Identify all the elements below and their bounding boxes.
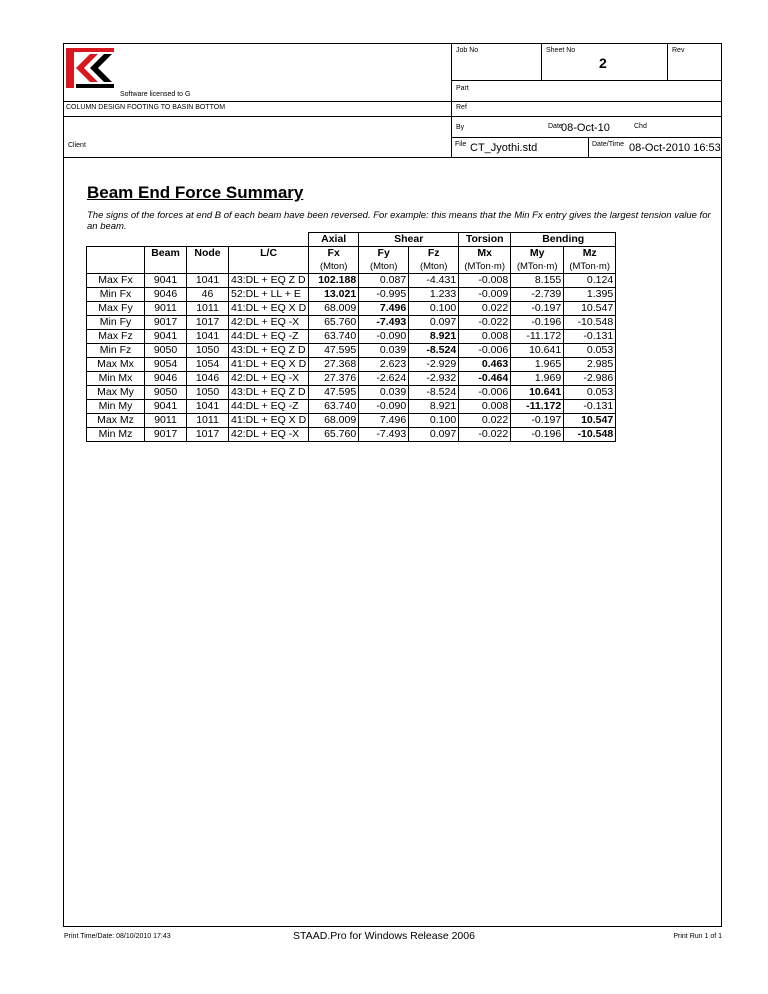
mz-cell: -0.131 [564, 330, 616, 344]
fz-cell: 0.097 [409, 316, 459, 330]
fx-cell: 13.021 [309, 288, 359, 302]
beam-cell: 9050 [145, 386, 187, 400]
my-cell: -11.172 [511, 330, 564, 344]
date-label: Date [548, 123, 563, 130]
node-cell: 1041 [187, 330, 229, 344]
fx-cell: 63.740 [309, 330, 359, 344]
node-cell: 46 [187, 288, 229, 302]
mz-cell: 0.053 [564, 344, 616, 358]
my-cell: -0.197 [511, 302, 564, 316]
fx-cell: 68.009 [309, 302, 359, 316]
node-cell: 1054 [187, 358, 229, 372]
unit-mx: (MTon·m) [459, 260, 511, 274]
ref-label: Ref [456, 104, 467, 111]
chd-label: Chd [634, 123, 647, 130]
fz-cell: 0.097 [409, 428, 459, 442]
row-label: Max Fy [87, 302, 145, 316]
header-divider [63, 101, 722, 102]
mx-cell: 0.022 [459, 414, 511, 428]
client-label: Client [68, 142, 86, 149]
part-label: Part [456, 85, 469, 92]
group-header-shear: Shear [359, 233, 459, 247]
logo-black-bar [76, 84, 114, 88]
print-time: Print Time/Date: 08/10/2010 17:43 [64, 933, 171, 940]
fy-cell: 0.039 [359, 386, 409, 400]
date-value: 08-Oct-10 [561, 122, 610, 134]
mz-cell: -2.986 [564, 372, 616, 386]
load-case-cell: 41:DL + EQ X D [229, 302, 309, 316]
column-header-node: Node [187, 247, 229, 261]
empty-cell [187, 233, 229, 247]
mz-cell: 1.395 [564, 288, 616, 302]
row-label: Max My [87, 386, 145, 400]
header-divider [667, 43, 668, 80]
my-cell: -2.739 [511, 288, 564, 302]
my-cell: 10.641 [511, 344, 564, 358]
beam-cell: 9041 [145, 400, 187, 414]
datetime-label: Date/Time [592, 141, 625, 148]
fz-cell: 0.100 [409, 302, 459, 316]
by-label: By [456, 124, 465, 131]
my-cell: 1.969 [511, 372, 564, 386]
unit-my: (MTon·m) [511, 260, 564, 274]
my-cell: -11.172 [511, 400, 564, 414]
node-cell: 1011 [187, 414, 229, 428]
column-header-beam: Beam [145, 247, 187, 261]
node-cell: 1017 [187, 428, 229, 442]
my-cell: 1.965 [511, 358, 564, 372]
node-cell: 1050 [187, 386, 229, 400]
mx-cell: -0.022 [459, 428, 511, 442]
fx-cell: 27.368 [309, 358, 359, 372]
row-label: Min Mz [87, 428, 145, 442]
fz-cell: 0.100 [409, 414, 459, 428]
beam-cell: 9054 [145, 358, 187, 372]
my-cell: -0.196 [511, 428, 564, 442]
fx-cell: 68.009 [309, 414, 359, 428]
node-cell: 1041 [187, 400, 229, 414]
fx-cell: 47.595 [309, 344, 359, 358]
load-case-cell: 42:DL + EQ -X [229, 372, 309, 386]
mx-cell: -0.006 [459, 386, 511, 400]
fz-cell: 8.921 [409, 400, 459, 414]
mz-cell: 10.547 [564, 302, 616, 316]
file-label: File [455, 141, 467, 148]
mz-cell: -10.548 [564, 428, 616, 442]
load-case-cell: 41:DL + EQ X D [229, 414, 309, 428]
job-title: COLUMN DESIGN FOOTING TO BASIN BOTTOM [66, 104, 226, 111]
node-cell: 1017 [187, 316, 229, 330]
fx-cell: 63.740 [309, 400, 359, 414]
beam-cell: 9017 [145, 316, 187, 330]
mz-cell: 2.985 [564, 358, 616, 372]
table-row [87, 302, 616, 316]
mx-cell: -0.006 [459, 344, 511, 358]
fz-cell: -8.524 [409, 386, 459, 400]
empty-cell [229, 260, 309, 274]
mx-cell: 0.008 [459, 330, 511, 344]
header-divider [451, 80, 722, 81]
empty-cell [145, 260, 187, 274]
beam-cell: 9017 [145, 428, 187, 442]
row-label: Min Fz [87, 344, 145, 358]
mz-cell: 0.124 [564, 274, 616, 288]
units-row [87, 260, 616, 274]
fz-cell: -8.524 [409, 344, 459, 358]
fy-cell: 2.623 [359, 358, 409, 372]
datetime-value: 08-Oct-2010 16:53 [629, 142, 721, 154]
report-note: The signs of the forces at end B of each beam have been reversed. For example: this means that the Min Fx entry gives the largest tension value for an beam. [87, 210, 711, 232]
table-body [87, 274, 616, 442]
header-divider [541, 43, 542, 80]
page-frame [63, 43, 722, 927]
mz-cell: -10.548 [564, 316, 616, 330]
table-row [87, 400, 616, 414]
load-case-cell: 42:DL + EQ -X [229, 316, 309, 330]
group-header-row [87, 233, 616, 247]
program-name: STAAD.Pro for Windows Release 2006 [293, 930, 475, 942]
job-no-label: Job No [456, 47, 479, 54]
my-cell: 10.641 [511, 386, 564, 400]
fy-cell: -0.995 [359, 288, 409, 302]
empty-cell [229, 233, 309, 247]
beam-cell: 9050 [145, 344, 187, 358]
load-case-cell: 44:DL + EQ -Z [229, 330, 309, 344]
fz-cell: -4.431 [409, 274, 459, 288]
column-header-row [87, 247, 616, 261]
table-row [87, 372, 616, 386]
fy-cell: -7.493 [359, 316, 409, 330]
file-name: CT_Jyothi.std [470, 142, 538, 154]
header-divider [451, 43, 452, 157]
table-row [87, 288, 616, 302]
sheet-no-label: Sheet No [546, 47, 576, 54]
empty-cell [187, 260, 229, 274]
company-logo [66, 48, 114, 88]
beam-end-force-table [86, 232, 616, 442]
fy-cell: 7.496 [359, 414, 409, 428]
fy-cell: 7.496 [359, 302, 409, 316]
header-divider [588, 137, 589, 157]
empty-cell [87, 247, 145, 261]
load-case-cell: 43:DL + EQ Z D [229, 386, 309, 400]
node-cell: 1046 [187, 372, 229, 386]
table-row [87, 358, 616, 372]
fx-cell: 102.188 [309, 274, 359, 288]
beam-cell: 9011 [145, 302, 187, 316]
rev-label: Rev [672, 47, 685, 54]
unit-fz: (Mton) [409, 260, 459, 274]
beam-cell: 9041 [145, 330, 187, 344]
my-cell: -0.196 [511, 316, 564, 330]
sheet-no-value: 2 [599, 55, 607, 71]
mx-cell: 0.022 [459, 302, 511, 316]
beam-cell: 9046 [145, 288, 187, 302]
empty-cell [87, 233, 145, 247]
report-title: Beam End Force Summary [87, 183, 304, 202]
header-divider [63, 116, 722, 117]
fz-cell: -2.932 [409, 372, 459, 386]
fy-cell: 0.087 [359, 274, 409, 288]
mz-cell: 10.547 [564, 414, 616, 428]
mx-cell: 0.463 [459, 358, 511, 372]
print-run: Print Run 1 of 1 [673, 933, 722, 940]
row-label: Max Fz [87, 330, 145, 344]
fz-cell: 8.921 [409, 330, 459, 344]
empty-cell [145, 233, 187, 247]
column-header-lc: L/C [229, 247, 309, 261]
mx-cell: -0.464 [459, 372, 511, 386]
node-cell: 1041 [187, 274, 229, 288]
empty-cell [87, 260, 145, 274]
table-row [87, 316, 616, 330]
group-header-bending: Bending [511, 233, 616, 247]
fy-cell: -7.493 [359, 428, 409, 442]
group-header-axial: Axial [309, 233, 359, 247]
table-row [87, 274, 616, 288]
my-cell: -0.197 [511, 414, 564, 428]
row-label: Max Mx [87, 358, 145, 372]
fx-cell: 27.376 [309, 372, 359, 386]
fx-cell: 65.760 [309, 428, 359, 442]
table-row [87, 386, 616, 400]
node-cell: 1050 [187, 344, 229, 358]
unit-fx: (Mton) [309, 260, 359, 274]
software-license: Software licensed to G [120, 91, 191, 98]
table-row [87, 344, 616, 358]
mx-cell: -0.008 [459, 274, 511, 288]
beam-cell: 9041 [145, 274, 187, 288]
load-case-cell: 41:DL + EQ X D [229, 358, 309, 372]
fz-cell: 1.233 [409, 288, 459, 302]
fx-cell: 65.760 [309, 316, 359, 330]
row-label: Max Mz [87, 414, 145, 428]
unit-mz: (MTon·m) [564, 260, 616, 274]
table-row [87, 414, 616, 428]
mx-cell: -0.009 [459, 288, 511, 302]
beam-cell: 9046 [145, 372, 187, 386]
mz-cell: 0.053 [564, 386, 616, 400]
table-row [87, 330, 616, 344]
my-cell: 8.155 [511, 274, 564, 288]
unit-fy: (Mton) [359, 260, 409, 274]
fy-cell: -0.090 [359, 400, 409, 414]
fy-cell: 0.039 [359, 344, 409, 358]
column-header-mx: Mx [459, 247, 511, 261]
fy-cell: -2.624 [359, 372, 409, 386]
row-label: Max Fx [87, 274, 145, 288]
fy-cell: -0.090 [359, 330, 409, 344]
row-label: Min Fx [87, 288, 145, 302]
fz-cell: -2.929 [409, 358, 459, 372]
mx-cell: 0.008 [459, 400, 511, 414]
group-header-torsion: Torsion [459, 233, 511, 247]
load-case-cell: 52:DL + LL + E [229, 288, 309, 302]
column-header-my: My [511, 247, 564, 261]
header-divider [451, 137, 722, 138]
column-header-mz: Mz [564, 247, 616, 261]
load-case-cell: 43:DL + EQ Z D [229, 344, 309, 358]
load-case-cell: 42:DL + EQ -X [229, 428, 309, 442]
row-label: Min My [87, 400, 145, 414]
mx-cell: -0.022 [459, 316, 511, 330]
node-cell: 1011 [187, 302, 229, 316]
mz-cell: -0.131 [564, 400, 616, 414]
fx-cell: 47.595 [309, 386, 359, 400]
column-header-fz: Fz [409, 247, 459, 261]
header-divider [63, 157, 722, 158]
row-label: Min Fy [87, 316, 145, 330]
row-label: Min Mx [87, 372, 145, 386]
column-header-fy: Fy [359, 247, 409, 261]
column-header-fx: Fx [309, 247, 359, 261]
beam-cell: 9011 [145, 414, 187, 428]
load-case-cell: 43:DL + EQ Z D [229, 274, 309, 288]
table-row [87, 428, 616, 442]
load-case-cell: 44:DL + EQ -Z [229, 400, 309, 414]
